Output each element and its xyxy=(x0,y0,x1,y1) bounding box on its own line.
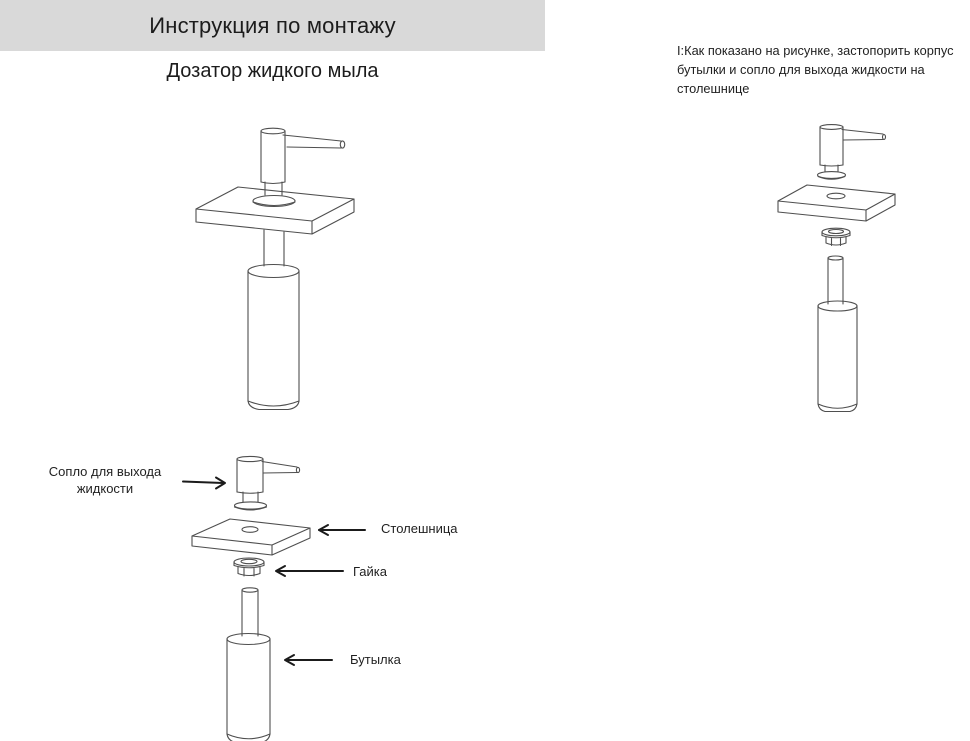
pump-drawing xyxy=(253,128,345,206)
exploded-view-diagram xyxy=(175,450,375,741)
pump-drawing xyxy=(235,456,300,510)
assembled-dispenser-diagram xyxy=(160,105,390,415)
countertop-drawing xyxy=(192,519,310,555)
arrow-to-countertop xyxy=(319,525,365,535)
step1-diagram xyxy=(775,120,900,415)
bottle-label: Бутылка xyxy=(350,652,401,667)
bottle-drawing xyxy=(248,265,299,410)
nut-label: Гайка xyxy=(353,564,388,579)
bottle-drawing xyxy=(227,634,270,741)
tube-drawing xyxy=(264,230,284,266)
arrow-to-bottle xyxy=(285,655,332,665)
nut-drawing xyxy=(822,228,850,245)
product-title: Дозатор жидкого мыла xyxy=(166,60,379,82)
arrow-to-nozzle xyxy=(183,478,225,489)
countertop-drawing xyxy=(196,187,354,234)
header-bar xyxy=(0,0,545,51)
countertop-label: Столешница xyxy=(381,521,458,536)
arrow-to-nut xyxy=(276,566,343,576)
pump-drawing xyxy=(818,125,886,180)
nozzle-label: Сопло для выхода жидкости xyxy=(48,464,162,496)
bottle-drawing xyxy=(818,301,857,412)
tube-drawing xyxy=(242,588,258,636)
step-note: I:Как показано на рисунке, застопорить корпус бутылки и сопло для выхода жидкости на столешнице xyxy=(677,43,954,96)
nut-drawing xyxy=(234,558,264,576)
countertop-drawing xyxy=(778,185,895,221)
tube-drawing xyxy=(828,256,843,304)
page-title: Инструкция по монтажу xyxy=(149,12,396,38)
